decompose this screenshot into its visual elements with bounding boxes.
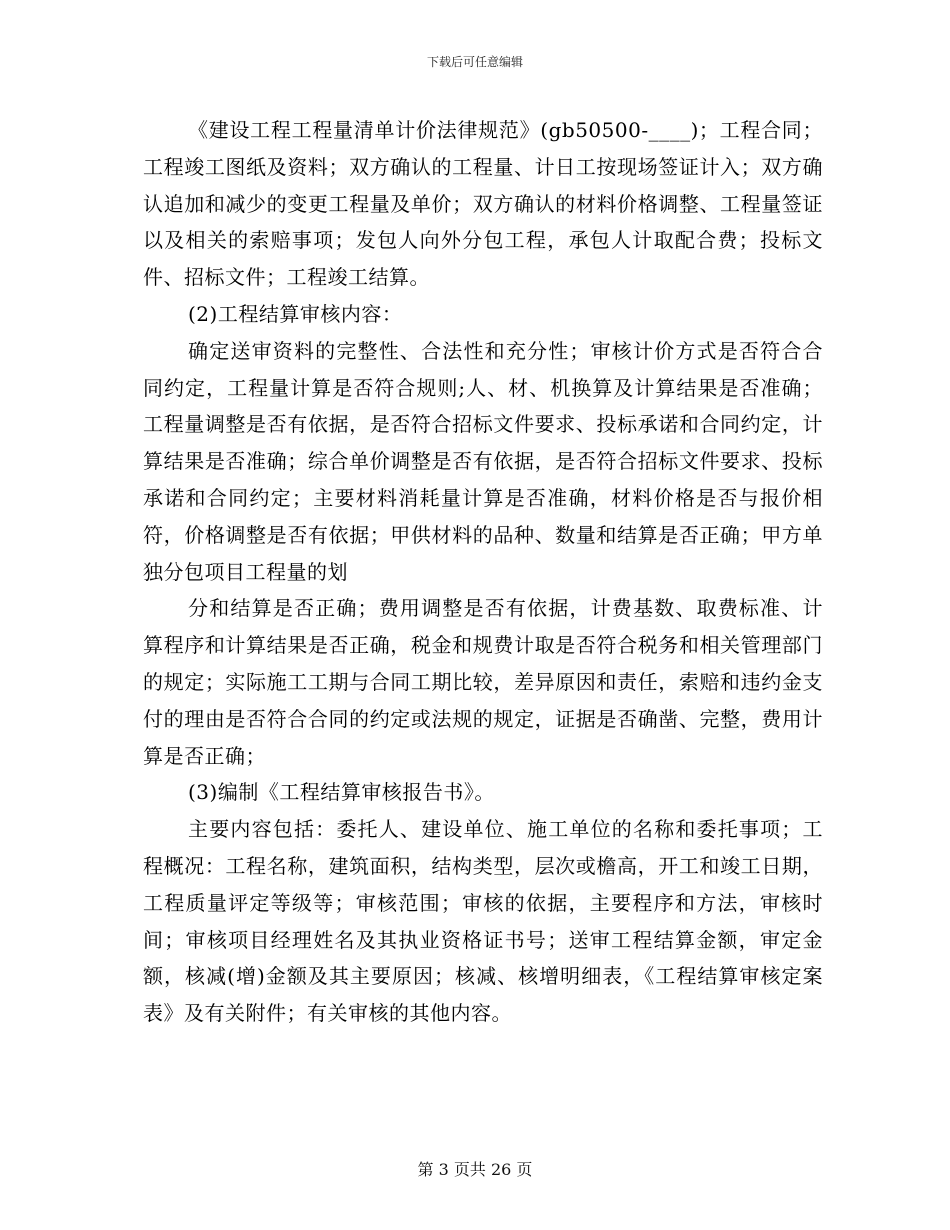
- paragraph-audit-content: 确定送审资料的完整性、合法性和充分性；审核计价方式是否符合合同约定，工程量计算是否符合规则;人、材、机换算及计算结果是否准确；工程量调整是否有依据，是否符合招标文件要求、投标承诺和合同约定，计算结果是否准确；综合单价调整是否有依据，是否符合招标文件要求、投标承诺和合同约定；主要材料消耗量计算是否准确，材料价格是否与报价相符，价格调整是否有依据；甲供材料的品种、数量和结算是否正确；甲方单独分包项目工程量的划: [143, 338, 823, 584]
- heading-report-preparation: (3)编制《工程结算审核报告书》。: [188, 780, 495, 805]
- page-footer: 第 3 页共 26 页: [417, 1160, 533, 1179]
- heading-audit-content: (2)工程结算审核内容：: [188, 301, 403, 326]
- document-body: [143, 112, 823, 1032]
- paragraph-audit-content-continued: 分和结算是否正确；费用调整是否有依据，计费基数、取费标准、计算程序和计算结果是否正确，税金和规费计取是否符合税务和相关管理部门的规定；实际施工工期与合同工期比较，差异原因和责任，索赔和违约金支付的理由是否符合合同的约定或法规的规定，证据是否确凿、完整，费用计算是否正确；: [143, 596, 823, 768]
- page-header: 下载后可任意编辑: [426, 55, 523, 69]
- paragraph-report-content: 主要内容包括：委托人、建设单位、施工单位的名称和委托事项；工程概况：工程名称，建筑面积，结构类型，层次或檐高，开工和竣工日期，工程质量评定等级等；审核范围；审核的依据，主要程序和方法，审核时间；审核项目经理姓名及其执业资格证书号；送审工程结算金额，审定金额，核减(增)金额及其主要原因；核减、核增明细表，《工程结算审核定案表》及有关附件；有关审核的其他内容。: [143, 817, 823, 1026]
- paragraph-basis: 《建设工程工程量清单计价法律规范》(gb50500-____)；工程合同；工程竣工图纸及资料；双方确认的工程量、计日工按现场签证计入；双方确认追加和减少的变更工程量及单价；双方确认的材料价格调整、工程量签证以及相关的索赔事项；发包人向外分包工程，承包人计取配合费；投标文件、招标文件；工程竣工结算。: [143, 118, 823, 290]
